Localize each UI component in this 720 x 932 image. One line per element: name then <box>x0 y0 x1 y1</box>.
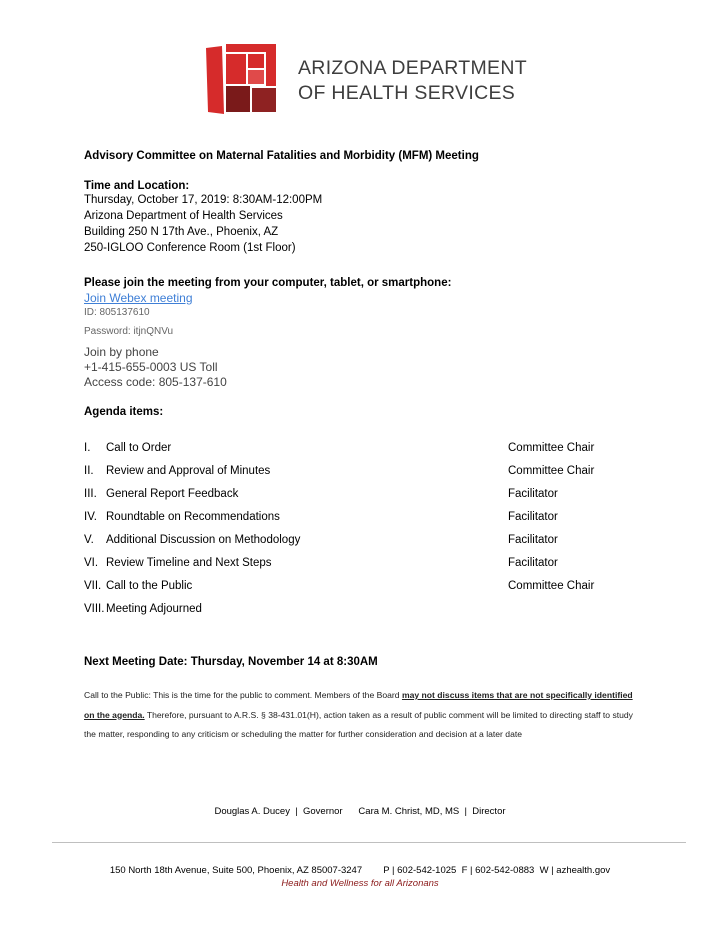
agenda-presenter: Committee Chair <box>508 580 595 592</box>
agenda-title: Review Timeline and Next Steps <box>106 557 272 569</box>
phone-info <box>84 345 227 390</box>
agenda-item <box>84 465 644 481</box>
document-title: Advisory Committee on Maternal Fatalities and Morbidity (MFM) Meeting <box>84 150 479 162</box>
agenda-title: Review and Approval of Minutes <box>106 465 271 477</box>
agenda-number: III. <box>84 488 97 500</box>
agenda-number: IV. <box>84 511 98 523</box>
phone-line: Join by phone <box>84 345 159 359</box>
join-heading: Please join the meeting from your computer, tablet, or smartphone: <box>84 277 452 289</box>
agenda-title: Call to the Public <box>106 580 193 592</box>
notice-emphasis: may not discuss items that are not specifically identified on the agenda. <box>84 690 633 720</box>
agenda-title: General Report Feedback <box>106 488 239 500</box>
agenda-number: VIII. <box>84 603 105 615</box>
footer-officials: Douglas A. Ducey | Governor Cara M. Christ, MD, MS | Director <box>214 806 506 817</box>
agenda-number: VII. <box>84 580 102 592</box>
agenda-presenter: Facilitator <box>508 511 558 523</box>
next-meeting-date: Next Meeting Date: Thursday, November 14 at 8:30AM <box>84 656 378 668</box>
agenda-item <box>84 557 644 573</box>
location-line: 250-IGLOO Conference Room (1st Floor) <box>84 242 296 254</box>
agenda-presenter: Facilitator <box>508 488 558 500</box>
agenda-number: VI. <box>84 557 99 569</box>
agenda-presenter: Committee Chair <box>508 442 595 454</box>
agenda-title: Call to Order <box>106 442 172 454</box>
agenda-title: Additional Discussion on Methodology <box>106 534 301 546</box>
agenda-title: Meeting Adjourned <box>106 603 202 615</box>
agenda-presenter: Committee Chair <box>508 465 595 477</box>
notice-text: Therefore, pursuant to A.R.S. § 38-431.01(H), action taken as a result of public comment will be limited to directing staff to study the matter, responding to any criticism or scheduling the matter for further consideration and decision at a later date <box>84 709 633 739</box>
phone-line: Access code: 805-137-610 <box>84 375 227 389</box>
adhs-logo-mark <box>206 42 282 114</box>
agenda-item <box>84 534 644 550</box>
meeting-id: ID: 805137610 <box>84 307 150 318</box>
meeting-password: Password: itjnQNVu <box>84 326 174 337</box>
agenda-item <box>84 488 644 504</box>
agenda-heading: Agenda items: <box>84 406 164 418</box>
agenda-number: II. <box>84 465 94 477</box>
time-line: Thursday, October 17, 2019: 8:30AM-12:00PM <box>84 194 323 206</box>
logo-text: ARIZONA DEPARTMENT OF HEALTH SERVICES <box>298 57 527 104</box>
agenda-number: V. <box>84 534 94 546</box>
agenda-item <box>84 511 644 527</box>
agenda-presenter: Facilitator <box>508 557 558 569</box>
location-line: Building 250 N 17th Ave., Phoenix, AZ <box>84 226 279 238</box>
agenda-title: Roundtable on Recommendations <box>106 511 280 523</box>
webex-link[interactable]: Join Webex meeting <box>84 291 193 305</box>
public-comment-notice <box>84 686 644 745</box>
notice-text: Call to the Public: This is the time for the public to comment. Members of the Board <box>84 690 402 700</box>
footer-tagline: Health and Wellness for all Arizonans <box>281 878 439 889</box>
footer-address: 150 North 18th Avenue, Suite 500, Phoenix, AZ 85007-3247 P | 602-542-1025 F | 602-542-0883 W | azhealth.gov <box>109 865 611 876</box>
agenda-presenter: Facilitator <box>508 534 558 546</box>
time-location-section <box>84 180 322 256</box>
agenda-number: I. <box>84 442 91 454</box>
location-line: Arizona Department of Health Services <box>84 210 283 222</box>
time-location-heading: Time and Location: <box>84 180 190 192</box>
adhs-logo <box>206 42 526 114</box>
agenda-item <box>84 603 644 619</box>
phone-line: +1-415-655-0003 US Toll <box>84 360 218 374</box>
agenda-item <box>84 580 644 596</box>
agenda-item <box>84 442 644 458</box>
footer-divider <box>52 842 686 843</box>
